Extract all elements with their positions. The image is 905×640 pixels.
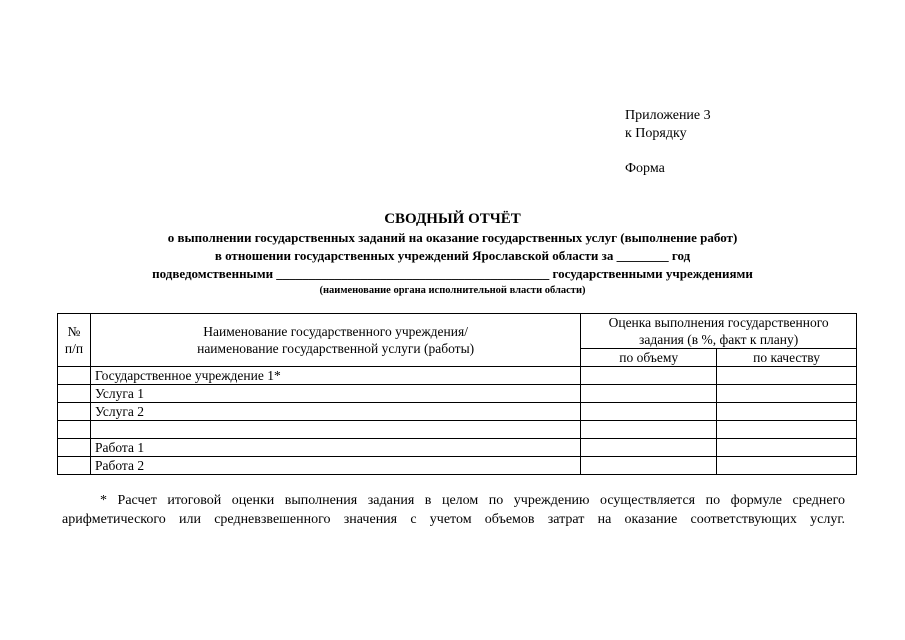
table-header-row	[58, 314, 857, 349]
report-title: СВОДНЫЙ ОТЧЁТ	[384, 211, 521, 227]
appendix-reference: к Порядку	[625, 126, 687, 141]
row-volume-cell	[581, 367, 717, 385]
row-number-cell	[58, 439, 91, 457]
column-header-volume: по объему	[581, 349, 717, 367]
row-volume-cell	[581, 421, 717, 439]
row-name-cell: Государственное учреждение 1*	[90, 367, 580, 385]
row-name-cell: Услуга 1	[90, 385, 580, 403]
row-name-cell	[90, 421, 580, 439]
table-row	[58, 421, 857, 439]
form-label: Форма	[625, 161, 665, 176]
appendix-block	[625, 107, 711, 143]
column-header-quality: по качеству	[717, 349, 857, 367]
row-quality-cell	[717, 367, 857, 385]
row-number-cell	[58, 457, 91, 475]
report-subtitle-line-2: в отношении государственных учреждений Ярославской области за ________ год	[214, 248, 691, 263]
row-name-cell: Работа 2	[90, 457, 580, 475]
table-row	[58, 403, 857, 421]
table-row	[58, 457, 857, 475]
authority-name-note: (наименование органа исполнительной власти области)	[319, 285, 586, 296]
report-subtitle-line-1: о выполнении государственных заданий на оказание государственных услуг (выполнение работ)	[167, 230, 738, 245]
row-quality-cell	[717, 385, 857, 403]
column-header-name: Наименование государственного учреждения/ наименование государственной услуги (работы)	[90, 314, 580, 367]
column-header-evaluation: Оценка выполнения государственного задания (в %, факт к плану)	[581, 314, 857, 349]
row-quality-cell	[717, 439, 857, 457]
table-row	[58, 367, 857, 385]
row-volume-cell	[581, 457, 717, 475]
row-number-cell	[58, 403, 91, 421]
row-quality-cell	[717, 457, 857, 475]
row-volume-cell	[581, 403, 717, 421]
row-name-cell: Услуга 2	[90, 403, 580, 421]
row-quality-cell	[717, 403, 857, 421]
report-table	[57, 313, 857, 475]
row-number-cell	[58, 421, 91, 439]
row-number-cell	[58, 385, 91, 403]
row-number-cell	[58, 367, 91, 385]
row-quality-cell	[717, 421, 857, 439]
column-header-number: № п/п	[58, 314, 91, 367]
appendix-number: Приложение 3	[625, 108, 711, 123]
report-subtitle-line-3: подведомственными __________________________________________ государственными учреждениями	[152, 266, 753, 281]
report-header	[0, 210, 905, 297]
row-name-cell: Работа 1	[90, 439, 580, 457]
table-row	[58, 385, 857, 403]
table-row	[58, 439, 857, 457]
row-volume-cell	[581, 385, 717, 403]
calculation-footnote: * Расчет итоговой оценки выполнения задания в целом по учреждению осуществляется по формуле среднего арифметического или средневзвешенного значения с учетом объемов затрат на оказание соответствующих услуг.	[62, 493, 845, 527]
row-volume-cell	[581, 439, 717, 457]
